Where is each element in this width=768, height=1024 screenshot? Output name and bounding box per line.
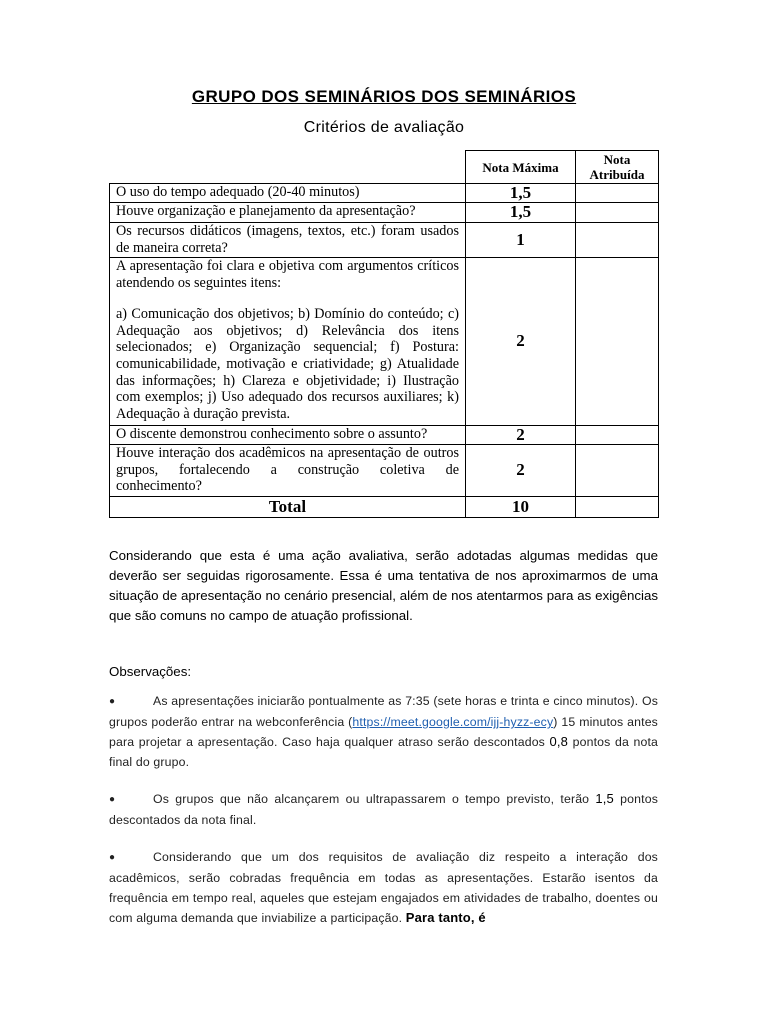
document-subtitle: Critérios de avaliação (303, 119, 465, 136)
table-row (110, 184, 659, 203)
penalty-value: 0,8 (549, 734, 569, 749)
total-given-grade[interactable] (576, 497, 659, 518)
criterion-cell (110, 258, 466, 426)
max-grade-cell: 1,5 (466, 203, 576, 223)
table-row (110, 223, 659, 258)
criteria-table (109, 150, 659, 518)
table-total-row (110, 497, 659, 518)
table-row (110, 258, 659, 426)
bullet-icon: ● (109, 696, 116, 707)
given-grade-cell[interactable] (576, 258, 659, 426)
max-grade-cell: 2 (466, 426, 576, 445)
table-row (110, 426, 659, 445)
penalty-value: 1,5 (595, 791, 614, 806)
criterion-intro: A apresentação foi clara e objetiva com argumentos críticos atendendo os seguintes itens: (116, 258, 459, 291)
observation-text: pontos descontados da nota final. (109, 792, 658, 827)
total-label: Total (110, 497, 466, 518)
max-grade-cell: 2 (466, 258, 576, 426)
max-grade-cell: 1,5 (466, 184, 576, 203)
observation-item (109, 691, 658, 772)
criterion-cell: Os recursos didáticos (imagens, textos, etc.) foram usados de maneira correta? (110, 223, 466, 258)
table-row (110, 203, 659, 223)
criterion-cell: O uso do tempo adequado (20-40 minutos) (110, 184, 466, 203)
total-max-grade: 10 (466, 497, 576, 518)
max-grade-cell: 2 (466, 445, 576, 497)
observations-title: Observações: (109, 664, 192, 679)
observation-text: Os grupos que não alcançarem ou ultrapassarem o tempo previsto, terão (153, 792, 596, 806)
given-grade-cell[interactable] (576, 203, 659, 223)
observation-text: As apresentações iniciarão pontualmente as 7:35 (sete horas e trinta e cinco minutos). Os grupos poderão entrar na webconferência ( (109, 694, 658, 729)
header-blank-cell (110, 151, 466, 184)
bullet-icon: ● (109, 794, 116, 805)
max-grade-cell: 1 (466, 223, 576, 258)
given-grade-cell[interactable] (576, 445, 659, 497)
criterion-items: a) Comunicação dos objetivos; b) Domínio do conteúdo; c) Adequação aos objetivos; d) Relevância dos itens selecionados; e) Organização sequencial; f) Postura: comunicabilidade, motivação e criatividade; g) Atualidade das informações; h) Clareza e objetividade; i) Ilustração com exemplos; j) Uso adequado dos recursos auxiliares; k) Adequação à duração prevista. (116, 306, 459, 422)
given-grade-cell[interactable] (576, 426, 659, 445)
observation-text: ) 15 minutos antes para projetar a apresentação. Caso haja qualquer atraso serão descontados (109, 715, 658, 749)
criterion-cell: Houve interação dos acadêmicos na apresentação de outros grupos, fortalecendo a construção coletiva de conhecimento? (110, 445, 466, 497)
intro-paragraph: Considerando que esta é uma ação avaliativa, serão adotadas algumas medidas que deverão ser seguidas rigorosamente. Essa é uma tentativa de nos aproximarmos de uma situação de apresentação no cenário presencial, além de nos atentarmos para as exigências que são comuns no campo de atuação profissional. (109, 548, 658, 623)
observation-item (109, 847, 658, 928)
header-max-grade: Nota Máxima (466, 151, 576, 184)
table-row (110, 445, 659, 497)
bullet-icon: ● (109, 852, 116, 863)
emphasis-text: Para tanto, é (405, 910, 486, 925)
given-grade-cell[interactable] (576, 184, 659, 203)
table-header-row (110, 151, 659, 184)
meet-link[interactable]: https://meet.google.com/ijj-hyzz-ecy (352, 715, 554, 729)
observation-item (109, 789, 658, 830)
document-title: GRUPO DOS SEMINÁRIOS DOS SEMINÁRIOS (191, 87, 577, 106)
observation-text: pontos da nota final do grupo. (109, 735, 658, 769)
criterion-cell: Houve organização e planejamento da apresentação? (110, 203, 466, 223)
observation-text: Considerando que um dos requisitos de avaliação diz respeito a interação dos acadêmicos, serão cobradas frequência em todas as apresentações. Estarão isentos da frequência em tempo real, aqueles que estejam engajados em atividades de trabalho, doentes ou com alguma demanda que inviabilize a participação. (109, 850, 658, 925)
given-grade-cell[interactable] (576, 223, 659, 258)
criterion-cell: O discente demonstrou conhecimento sobre o assunto? (110, 426, 466, 445)
header-given-grade: Nota Atribuída (576, 151, 659, 184)
